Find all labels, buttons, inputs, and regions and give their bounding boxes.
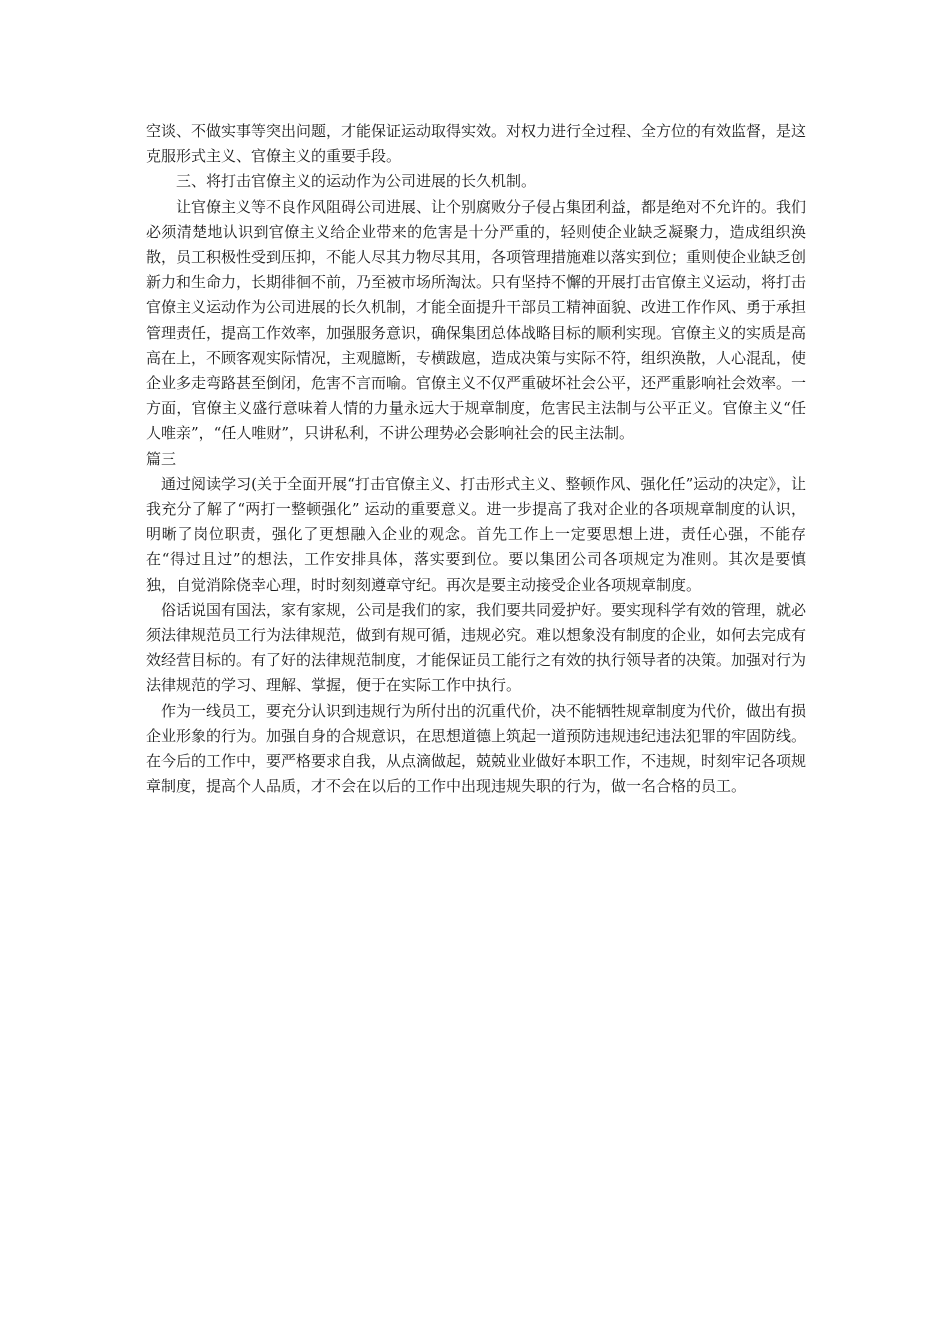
paragraph-frontline-employee: 作为一线员工，要充分认识到违规行为所付出的沉重代价，决不能牺牲规章制度为代价，做出有损企业形象的行为。加强自身的合规意识，在思想道德上筑起一道预防违规违纪违法犯罪的牢固防线。在今后的工作中，要严格要求自我，从点滴做起，兢兢业业做好本职工作，不违规，时刻牢记各项规章制度，提高个人品质，才不会在以后的工作中出现违规失职的行为，做一名合格的员工。 <box>146 701 807 796</box>
paragraph-study-reflection: 通过阅读学习(关于全面开展“打击官僚主义、打击形式主义、整顿作风、强化任”运动的决定》，让我充分了解了“两打一整顿强化” 运动的重要意义。进一步提高了我对企业的各项规章制度的认识，明晰了岗位职责，强化了更想融入企业的观念。首先工作上一定要思想上进，责任心强，不能存在“得过且过”的想法，工作安排具体，落实要到位。要以集团公司各项规定为准则。其次是要慎独，自觉消除侥幸心理，时时刻刻遵章守纪。再次是要主动接受企业各项规章制度。 <box>146 474 806 594</box>
paragraph-bureaucracy-harm: 让官僚主义等不良作风阻碍公司进展、让个别腐败分子侵占集团利益，都是绝对不允许的。我们必须清楚地认识到官僚主义给企业带来的危害是十分严重的，轻则使企业缺乏凝聚力，造成组织涣散，员工积极性受到压抑，不能人尽其力物尽其用，各项管理措施难以落实到位；重则使企业缺乏创新力和生命力，长期徘徊不前，乃至被市场所淘汰。只有坚持不懈的开展打击官僚主义运动，将打击官僚主义运动作为公司进展的长久机制，才能全面提升干部员工精神面貌、改进工作作风、勇于承担管理责任，提高工作效率，加强服务意识，确保集团总体战略目标的顺利实现。官僚主义的实质是高高在上，不顾客观实际情况，主观臆断，专横跋扈，造成决策与实际不符，组织涣散，人心混乱，使企业多走弯路甚至倒闭，危害不言而喻。官僚主义不仅严重破坏社会公平，还严重影响社会效率。一方面，官僚主义盛行意味着人情的力量永远大于规章制度，危害民主法制与公平正义。官僚主义“任人唯亲”，“任人唯财”，只讲私利，不讲公理势必会影响社会的民主法制。 <box>146 197 807 443</box>
section-heading-three: 三、将打击官僚主义的运动作为公司进展的长久机制。 <box>176 172 537 191</box>
paragraph-rules-and-norms: 俗话说国有国法，家有家规，公司是我们的家，我们要共同爱护好。要实现科学有效的管理，就必须法律规范员工行为法律规范，做到有规可循，违规必究。难以想象没有制度的企业，如何去完成有效经营目标的。有了好的法律规范制度，才能保证员工能行之有效的执行领导者的决策。加强对行为法律规范的学习、理解、掌握，便于在实际工作中执行。 <box>146 600 807 695</box>
document-body <box>146 119 806 799</box>
article-heading-part-three: 篇三 <box>146 449 177 468</box>
paragraph-continuation: 空谈、不做实事等突出问题，才能保证运动取得实效。对权力进行全过程、全方位的有效监督，是这克服形式主义、官僚主义的重要手段。 <box>146 122 807 166</box>
